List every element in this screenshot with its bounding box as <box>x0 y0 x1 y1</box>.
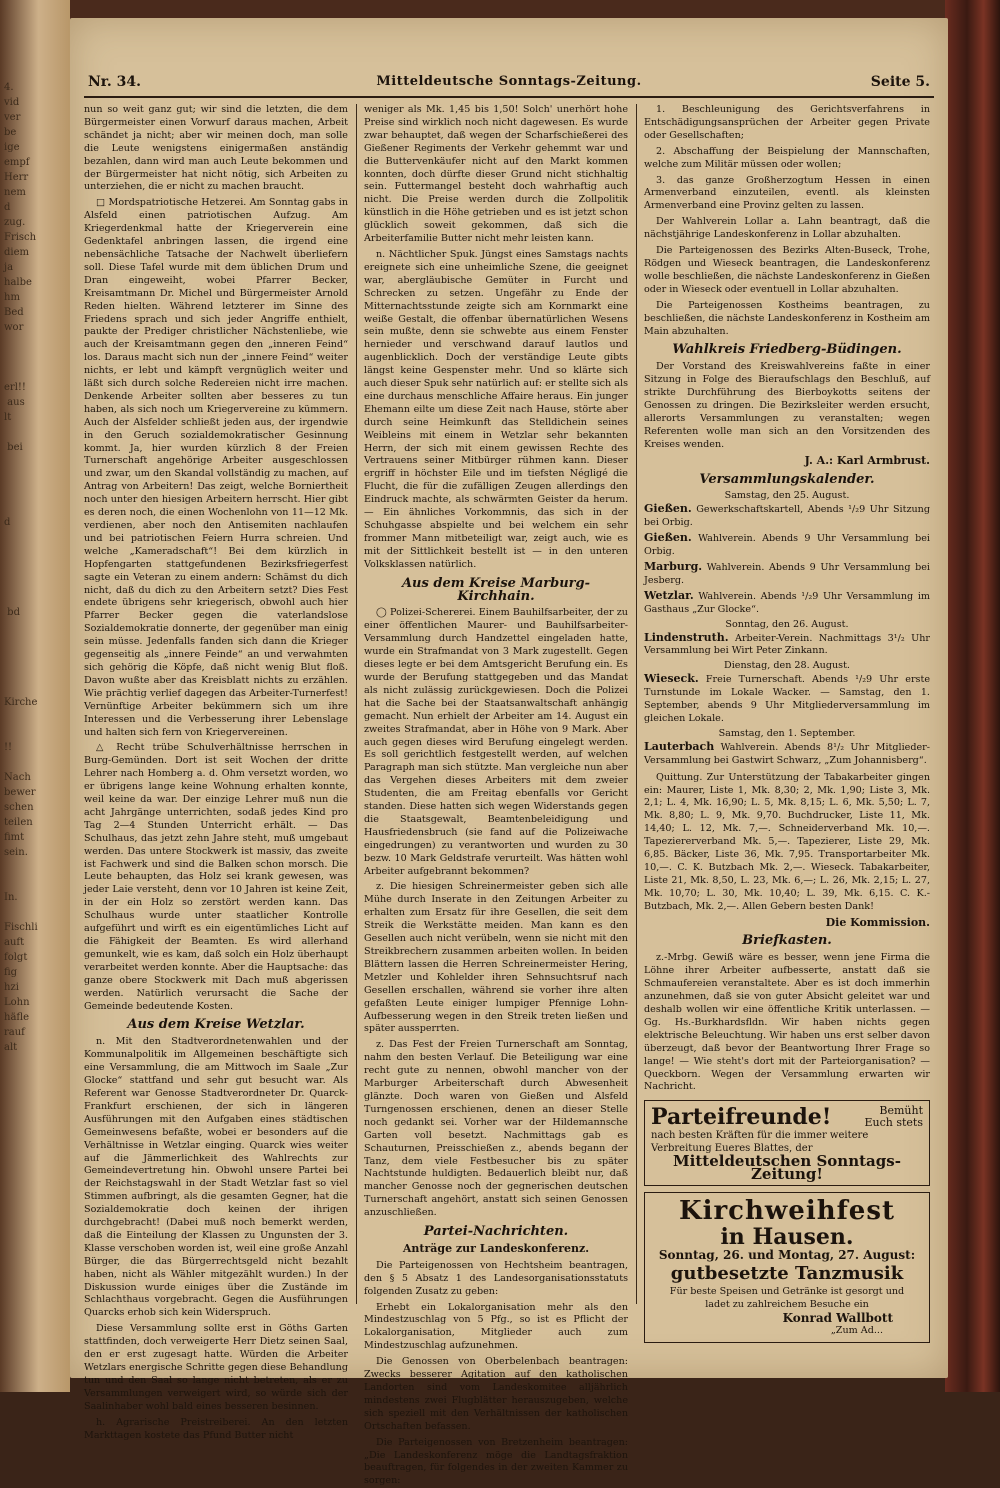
section-heading: Partei-Nachrichten. <box>423 1224 569 1240</box>
signature: J. A.: Karl Armbrust. <box>804 453 930 467</box>
column-rule <box>636 104 637 1304</box>
calendar-entry <box>644 741 930 768</box>
calendar-text: Arbeiter-Verein. Nachmittags 3¹/₂ Uhr Versammlung bei Wirt Peter Zinkann. <box>644 632 930 657</box>
section-heading: Aus dem Kreise Marburg-Kirchhain. <box>401 575 591 604</box>
article-paragraph: n. Nächtlicher Spuk. Jüngst eines Samstags nachts ereignete sich eine unheimliche Szene, die geeignet war, abergläubische Gemüter in Furcht und Schrecken zu setzen. Ungefähr zu Ende der Mitternachtsstunde zeigte sich am Kornmarkt eine weiße Gestalt, die offenbar übernatürlichen Wesens sein mußte, denn sie schwebte aus einem Fenster hernieder und verschwand darauf lautlos und augenblicklich. Doch der verständige Leute gibts längst keine Gespenster mehr. Und so klärte sich auch dieser Spuk sehr natürlich auf: er stellte sich als eine durchaus menschliche Affaire heraus. Ein junger Ehemann eilte um diese Zeit nach Hause, störte aber durch seine Heimkunft das Stelldichein seines Weibleins mit einem in Wetzlar sehr bekannten Herrn, der sich mit einem gewissen Rechte des Vertrauens seiner Mitbürger rühmen kann. Dieser ergriff in höchster Eile und im tiefsten Négligé die Flucht, die für die zufälligen Zeugen allerdings den Eindruck machte, als schwärmten Geister da herum. — Ein ähnliches Vorkommnis, das sich in der Schuhgasse abspielte und bei welchem ein sehr frommer Mann mitbeteiligt war, zeigt auch, wie es mit der Sittlichkeit bestellt ist — in den unteren Volksklassen natürlich. <box>364 248 628 570</box>
signature: Die Kommission. <box>825 915 930 929</box>
article-paragraph: z. Das Fest der Freien Turnerschaft am Sonntag, nahm den besten Verlauf. Die Beteiligung war eine recht gute zu nennen, obwohl mancher von der Marburger Arbeiterschaft durch Abwesenheit glänzte. Doch waren von Gießen und Alsfeld Turngenossen erschienen, denen an dieser Stelle noch gedankt sei. Vorher war der Hildemannsche Garten voll besetzt. Nachmittags gab es Schauturnen, Preisschießen z., abends begann der Tanz, dem viele Festbesucher bis zu später Nachtstunde huldigten. Bedauerlich bleibt nur, daß mancher Genosse noch der gegnerischen deutschen Turnerschaft angehört, anstatt sich seinen Genossen anzuschließen. <box>364 1039 628 1219</box>
calendar-entry <box>644 590 930 617</box>
ad-aside <box>865 1105 924 1129</box>
calendar-place: Wetzlar. <box>644 588 694 602</box>
article-paragraph: n. Mit den Stadtverordnetenwahlen und der Kommunalpolitik im Allgemeinen beschäftigte sich eine Versammlung, die am Mittwoch im Saale „Zur Glocke“ stattfand und sehr gut besucht war. Als Referent war Genosse Stadtverordneter Dr. Quarck-Frankfurt erschienen, der sich in längeren Ausführungen mit den Aufgaben eines städtischen Gemeinwesens befaßte, wobei er besonders auf die Verhältnisse in Wetzlar einging. Quarck wies weiter auf die Jämmerlichkeit des Wahlrechts zur Gemeindevertretung hin. Obwohl unsere Partei bei der Reichstagswahl in der Stadt Wetzlar fast so viel Stimmen aufbringt, als die gesamten Gegner, hat die Sozialdemokratie doch keinen der ihrigen durchgebracht! (Dabei muß noch bemerkt werden, daß die Einteilung der Klassen zu Ungunsten der 3. Klasse verschoben worden ist, weil eine große Anzahl Bürger, die das Bürgerrechtsgeld nicht bezahlt haben, nicht als Wähler mitgezählt wurden.) In der Diskussion wurde einiges über die Zustände im Schlachthaus vorgebracht. Gegen die Ausführungen Quarcks erhob sich kein Widerspruch. <box>84 1036 348 1319</box>
column-rule <box>356 104 357 1304</box>
calendar-place: Gießen. <box>644 531 692 545</box>
ad-line: ladet zu zahlreichem Besuche ein <box>705 1298 869 1310</box>
article-paragraph: z.-Mrbg. Gewiß wäre es besser, wenn jene Firma die Löhne ihrer Arbeiter aufbesserte, anstatt daß sie Schmaufereien veranstaltete. Aber es ist doch immerhin anzunehmen, daß sie von guter Absicht geleitet war und deshalb wollen wir eine öffentliche Kritik unterlassen. — Gg. Hs.-Burkhardsfldn. Wir haben nichts gegen elektrische Beleuchtung. Wir haben uns erst selber davon überzeugt, daß bevor der Beantwortung Ihrer Frage so lange! — Wie steht's dort mit der Parteiorganisation? — Queckborn. Wegen der Versammlung erwarten wir Nachricht. <box>644 952 930 1093</box>
section-heading: Briefkasten. <box>742 933 832 949</box>
article-paragraph: △ Recht trübe Schulverhältnisse herrschen in Burg-Gemünden. Dort ist seit Wochen der dritte Lehrer nach Homberg a. d. Ohm versetzt worden, wo er übrigens lange keine Wohnung erhalten konnte, weil keine da war. Der einzige Lehrer muß nun die acht Jahrgänge unterrichten, sodaß jedes Kind pro Tag 2—4 Stunden Unterricht erhält. — Das Schulhaus, das jetzt zehn Jahre steht, muß umgebaut werden. Das untere Stockwerk ist massiv, das zweite ist Fachwerk und sind die Balken schon morsch. Die Leute behaupten, das Holz sei krank gewesen, was jeder Laie versteht, denn vor 10 Jahren ist keine Zeit, in der ein Holz so zerstört werden kann. Das Schulhaus wurde unter staatlicher Kontrolle aufgeführt und wirft es ein eigentümliches Licht auf die Fähigkeit der Beamten. Es wird allerhand gemunkelt, wie es kam, daß solch ein Holz überhaupt verarbeitet werden konnte. Aber die Hauptsache: das ganze obere Stockwerk mit Dach muß abgerissen werden. Natürlich verursacht die Sache der Gemeinde bedeutende Kosten. <box>84 742 348 1012</box>
calendar-text: Gewerkschaftskartell, Abends ¹/₂9 Uhr Sitzung bei Orbig. <box>644 504 930 529</box>
section-heading: Versammlungskalender. <box>699 471 875 487</box>
calendar-entry <box>644 503 930 530</box>
article-paragraph: nun so weit ganz gut; wir sind die letzten, die dem Bürgermeister einen Vorwurf daraus machen, Arbeit schändet ja nicht; aber wir meinen doch, man solle die Leute wenigstens einigermaßen anständig bezahlen, dann wird man auch Leute bekommen und der Bürgermeister hat nicht nötig, sich Arbeiten zu unterziehen, die er nicht zu machen braucht. <box>84 104 348 193</box>
event-calendar <box>644 490 930 767</box>
calendar-entry <box>644 673 930 726</box>
section-heading: Aus dem Kreise Wetzlar. <box>127 1017 305 1033</box>
article-paragraph: □ Mordspatriotische Hetzerei. Am Sonntag gabs in Alsfeld einen patriotischen Aufzug. Am Kriegerdenkmal hatte der Kriegerverein eine Gedenktafel anbringen lassen, die irgend eine nebensächliche Tatsache der Nachwelt überliefern soll. Diese Tafel wurde mit dem üblichen Drum und Dran eingeweiht, wobei Pfarrer Becker, Kreisamtmann Dr. Michel und Bürgermeister Arnold Reden hielten. Während letzterer im Sinne des Friedens sprach und sich jeder Angriffe enthielt, paukte der Prediger christlicher Nächstenliebe, wie auch der Kreisamtmann gegen den „inneren Feind“ los. Daraus macht sich nun der „innere Feind“ weiter nichts, er lebt und kämpft vergnüglich weiter und läßt sich durch solche Redereien nicht irre machen. Denkende Arbeiter sollten aber besseres zu tun haben, als sich noch um Kriegervereine zu kümmern. Auch der Alsfelder schließt jeden aus, der irgendwie in den Geruch sozialdemokratischer Gesinnung kommt. Ja, hier wurden kürzlich 8 der Freien Turnerschaft angehörige Arbeiter ausgeschlossen und zwar, um den Skandal vollständig zu machen, auf Antrag von Arbeitern! Das zeigt, welche Borniertheit noch unter den hiesigen Arbeitern herrscht. Hier gibt es deren noch, die einen Wochenlohn von 11—12 Mk. verdienen, aber noch den Antisemiten nachlaufen und bei patriotischen Feiern Hurra schreien. Und welche „Kameradschaft“! Bei dem kürzlich in Hopfengarten stattgefundenen Bezirksfriegerfest sagte ein Veteran zu einem andern: Schämst du dich nicht, daß du dich zu den Arbeitern setzt? Dies Fest endete übrigens sehr kriegerisch, obwohl auch hier Pfarrer Becker gegen die vaterlandslose Sozialdemokratie donnerte, der gegenüber man einig sein müsse. Jedenfalls fanden sich dann die Krieger gegenseitig als „innere Feinde“ an und verwahmten sich gehörig die Köpfe, daß nicht wenig Blut floß. Davon wußte aber das Kreisblatt nichts zu erzählen. Wie prächtig verlief dagegen das Arbeiter-Turnerfest! Vernünftige Arbeiter bekümmern sich um ihre Interessen und die Verbesserung ihrer Lebenslage und halten sich fern von Kriegervereinen. <box>84 197 348 738</box>
ad-host: Konrad Wallbott <box>782 1310 893 1325</box>
ad-aside-line: Euch stets <box>864 1116 923 1130</box>
calendar-text: Wahlverein. Abends ¹/₂9 Uhr Versammlung im Gasthaus „Zur Glocke“. <box>644 590 930 615</box>
newspaper-title: Mitteldeutsche Sonntags-Zeitung. <box>376 74 642 89</box>
column-1 <box>84 104 348 1441</box>
subsection-heading: Anträge zur Landeskonferenz. <box>402 1241 590 1255</box>
calendar-place: Lindenstruth. <box>644 630 729 644</box>
calendar-text: Wahlverein. Abends 9 Uhr Versammlung bei Jesberg. <box>644 562 930 586</box>
calendar-text: Wahlverein. Abends 8¹/₂ Uhr Mitglieder-Versammlung bei Gastwirt Schwarz, „Zum Johannisberg“. <box>644 741 930 766</box>
column-3 <box>644 104 930 1374</box>
ad-headline: Parteifreunde! <box>651 1104 832 1131</box>
article-paragraph: ◯ Polizei-Schererei. Einem Bauhilfsarbeiter, der zu einer öffentlichen Maurer- und Bauhilfsarbeiter-Versammlung durch Handzettel eingeladen hatte, wurde ein Strafmandat von 3 Mark zugestellt. Gegen dieses legte er bei dem Amtsgericht Berufung ein. Es wurde der Berufung stattgegeben und das Mandat als nicht zulässig zurückgewiesen. Doch die Polizei hat die Sache bei der Staatsanwaltschaft anhängig gemacht. Nun erhielt der Arbeiter am 14. August ein zweites Strafmandat, aber in Höhe von 9 Mark. Aber auch gegen dieses wird Berufung eingelegt werden. Es soll gerichtlich festgestellt werden, auf welchen Paragraph man sich stützte. Man vergleiche nun aber das Vergehen dieses Arbeiters mit dem zweier Studenten, die am Freitag ebenfalls vor Gericht standen. Diese hatten sich wegen Widerstands gegen die Staatsgewalt, Beamtenbeleidigung und Hausfriedensbruch (sie fand auf die Polizeiwache eingedrungen) zu verantworten und wurden zu 30 bezw. 10 Mark Geldstrafe verurteilt. Was hätten wohl Arbeiter aufgebrannt bekommen? <box>364 607 628 877</box>
ad-date: Sonntag, 26. und Montag, 27. August: <box>658 1248 916 1263</box>
newspaper-page <box>70 18 948 1487</box>
column-2 <box>364 104 628 1487</box>
issue-number: Nr. 34. <box>88 74 141 90</box>
section-heading: Wahlkreis Friedberg-Büdingen. <box>672 342 902 358</box>
page-number: Seite 5. <box>870 74 930 90</box>
calendar-text: Wahlverein. Abends 9 Uhr Versammlung bei Orbig. <box>644 533 930 558</box>
calendar-text: Freie Turnerschaft. Abends ¹/₂9 Uhr erste Turnstunde im Lokale Wacker. — Samstag, den 1. September, abends 9 Uhr Mitgliederversammlung im gleichen Lokale. <box>644 674 930 724</box>
list-item: 1. Beschleunigung des Gerichtsverfahrens in Entschädigungsansprüchen der Arbeiter gegen Private oder Gesellschaften; <box>644 104 930 141</box>
calendar-place: Gießen. <box>644 502 692 516</box>
ad-headline: Kirchweihfest <box>679 1196 895 1227</box>
festival-advertisement <box>644 1192 930 1343</box>
page-header <box>84 74 934 98</box>
ad-line: nach besten Kräften für die immer weitere <box>651 1130 869 1142</box>
party-advertisement <box>644 1100 930 1186</box>
calendar-place: Marburg. <box>644 560 703 573</box>
calendar-date: Dienstag, den 28. August. <box>724 660 850 672</box>
ad-subheadline: in Hausen. <box>720 1224 854 1251</box>
list-item: Der Wahlverein Lollar a. Lahn beantragt, daß die nächstjährige Landeskonferenz in Lollar abzuhalten. <box>644 216 930 241</box>
calendar-place: Lauterbach <box>644 739 715 753</box>
calendar-entry <box>644 532 930 559</box>
article-paragraph: Die Parteigenossen von Hechtsheim beantragen, den § 5 Absatz 1 des Landesorganisationsstatuts folgenden Zusatz zu geben: <box>364 1259 628 1297</box>
previous-page-edge <box>0 0 70 1392</box>
calendar-place: Wieseck. <box>644 672 699 686</box>
article-paragraph: Der Vorstand des Kreiswahlvereins faßte in einer Sitzung in Folge des Bieraufschlags den Beschluß, auf strikte Durchführung des Bierboykotts seitens der Genossen zu dringen. Die Bezirksleiter werden ersucht, allerorts Versammlungen zu veranstalten; wegen Referenten wolle man sich an den Vorsitzenden des Kreises wenden. <box>644 361 930 450</box>
list-item: Die Parteigenossen des Bezirks Alten-Buseck, Trohe, Rödgen und Wieseck beantragen, die Landeskonferenz wolle beschließen, die nächste Landeskonferenz in Gießen oder in Wieseck oder eventuell in Lollar abzuhalten. <box>644 245 930 295</box>
article-paragraph: Diese Versammlung sollte erst in Göths Garten stattfinden, doch verweigerte Herr Dietz seinen Saal, den er erst zugesagt hatte. Würden die Arbeiter Wetzlars energische Schritte gegen diese Behandlung tun und den Saal so lange nicht betreten, als er zu Versammlungen verweigert wird, so würde sich der Saalinhaber wohl bald eines besseren besinnen. <box>84 1323 348 1412</box>
article-paragraph: Die Parteigenossen von Bretzenheim beantragen: „Die Landeskonferenz möge die Landtagsfraktion beauftragen, für folgendes in der zweiten Kammer zu sorgen: <box>364 1436 628 1487</box>
list-item: Die Parteigenossen Kostheims beantragen, zu beschließen, die nächste Landeskonferenz in Kostheim am Main abzuhalten. <box>644 299 930 337</box>
ad-aside-line: Bemüht <box>879 1104 923 1118</box>
article-paragraph: z. Die hiesigen Schreinermeister geben sich alle Mühe durch Inserate in den Zeitungen Arbeiter zu erhalten zum Ersatz für ihre Gesellen, die seit dem Streik die Werkstätte meiden. Man kann es den Gesellen auch nicht verübeln, wenn sie nicht mit den Streikbrechern zusammen arbeiten wollen. In beiden Blättern lassen die Herren Schreinermeister Hering, Metzler und Kohlelder ihren Sehnsuchtsruf nach Gesellen erschallen, während sie vorher ihre alten gefaßten Leute einiger lumpiger Pfennige Lohn-Aufbesserung wegen in den Streik treten ließen und später aussperrten. <box>364 881 628 1035</box>
ad-line: Für beste Speisen und Getränke ist gesorgt und <box>669 1286 905 1298</box>
ad-line: Verbreitung Eueres Blattes, der <box>651 1143 813 1155</box>
article-paragraph: Die Genossen von Oberbelenbach beantragen: Zwecks besserer Agitation auf den katholischen Landorten sind vom Landeskomitee alljährlich mindestens zwei Flugblätter herauszugeben, welche sich speziell mit den Verhältnissen der katholischen Ortschaften befassen. <box>364 1356 628 1432</box>
previous-page-fragment: 4. vid ver be ige empf Herr nem d zug. Frisch diem ja halbe hm Bed wor erl!! aus lt bei d bd Kirche !! Nach bewer schen teilen fimt sein. In. Fischli auft folgt fig hzi Lohn häfle rauf alt <box>4 82 38 1053</box>
list-item: 2. Abschaffung der Beispielung der Mannschaften, welche zum Militär müssen oder wollen; <box>644 145 930 170</box>
calendar-entry <box>644 632 930 659</box>
article-paragraph: Quittung. Zur Unterstützung der Tabakarbeiter gingen ein: Maurer, Liste 1, Mk. 8,30; 2, Mk. 1,90; Liste 3, Mk. 2,1; L. 4, Mk. 16,90; L. 5, Mk. 8,15; L. 6, Mk. 5,50; L. 7, Mk. 8,80; L. 9, Mk. 9,70. Buchdrucker, Liste 11, Mk. 14,40; L. 12, Mk. 7,—. Schneiderverband Mk. 10,—. Tapeziererverband Mk. 5,—. Tapezierer, Liste 29, Mk. 6,85. Bäcker, Liste 36, Mk. 7,95. Transportarbeiter Mk. 10,—. C. K. Butzbach Mk. 2,—. Wieseck. Tabakarbeiter, Liste 21, Mk. 8,50, L. 23, Mk. 6,—; L. 26, Mk. 2,15; L. 27, Mk. 10,70; L. 30, Mk. 10,40; L. 39, Mk. 6,15. C. K.-Butzbach, Mk. 2,—. Allen Gebern besten Dank! <box>644 771 930 912</box>
calendar-entry <box>644 561 930 588</box>
article-paragraph: weniger als Mk. 1,45 bis 1,50! Solch' unerhört hohe Preise sind wirklich noch nicht dagewesen. Es wurde zwar behauptet, daß wegen der Scharfschießerei des Gießener Regiments der Verkehr gehemmt war und die Buttervenkäufer nicht auf den Markt kommen konnten, doch dürfte dieser Grund nicht stichhaltig sein. Futtermangel besteht doch wahrhaftig auch nicht. Die Preise werden durch die Zollpolitik künstlich in die Höhe getrieben und es ist jetzt schon glücklich soweit gekommen, daß sich die Arbeiterfamilie Butter nicht mehr leisten kann. <box>364 104 628 245</box>
calendar-date: Samstag, den 25. August. <box>724 490 850 502</box>
article-paragraph: Erhebt ein Lokalorganisation mehr als den Mindestzuschlag von 5 Pfg., so ist es Pflicht der Lokalorganisation, Mitglieder auch zum Mindestzuschlag aufzunehmen. <box>364 1301 628 1352</box>
calendar-date: Samstag, den 1. September. <box>718 727 856 739</box>
calendar-date: Sonntag, den 26. August. <box>725 618 849 630</box>
article-paragraph: h. Agrarische Preistreiberei. An den letzten Markttagen kostete das Pfund Butter nicht <box>84 1416 348 1441</box>
ad-newspaper-name: Mitteldeutschen Sonntags-Zeitung! <box>673 1152 901 1184</box>
book-spine <box>945 0 1000 1392</box>
ad-venue: „Zum Ad... <box>830 1324 883 1336</box>
list-item: 3. das ganze Großherzogtum Hessen in einen Armenverband einzuteilen, eventl. als kleinsten Armenverband eine Provinz gelten zu lassen. <box>644 174 930 212</box>
ad-music: gutbesetzte Tanzmusik <box>670 1263 904 1285</box>
